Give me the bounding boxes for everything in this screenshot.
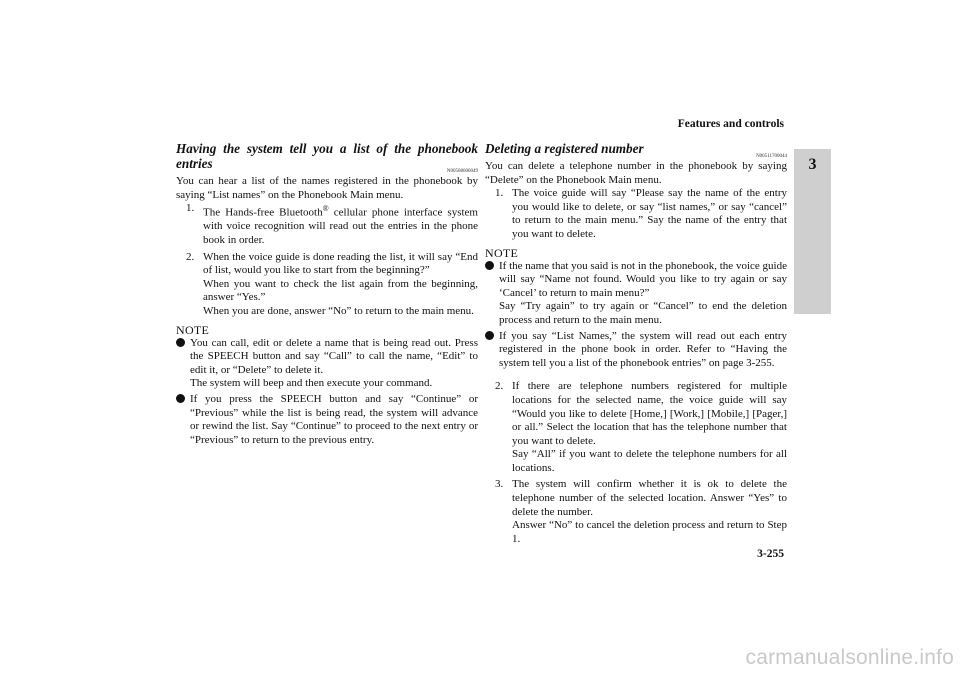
note-label: NOTE — [176, 322, 210, 337]
step-text: The system will confirm whether it is ok to delete the telephone number of the selected location. Answer “Yes” to delete the number. — [512, 478, 787, 518]
step-number: 2. — [186, 250, 195, 263]
step-text: When you want to check the list again from the beginning, answer “Yes.” — [203, 277, 478, 304]
note-text: You can call, edit or delete a name that is being read out. Press the SPEECH button and say “Call” to call the name, “Edit” to edit it, or “Delete” to delete it. — [190, 336, 478, 376]
step-1 — [176, 202, 478, 247]
note-item — [485, 260, 787, 328]
step-text: The voice guide will say “Please say the name of the entry you would like to delete, or say “list names,” or say “cancel” to return to the main menu.” Say the name of the entry that you want to delete. — [512, 187, 787, 240]
note-item — [176, 337, 478, 391]
step-2 — [485, 380, 787, 475]
step-number: 2. — [495, 380, 504, 393]
step-text: When you are done, answer “No” to return to the main menu. — [203, 305, 474, 317]
step-text: When the voice guide is done reading the list, it will say “End of list, would you like to start from the beginning?” — [203, 250, 478, 277]
bullet-icon — [485, 261, 494, 270]
bullet-icon — [176, 394, 185, 403]
note-item — [176, 393, 478, 447]
left-column — [176, 140, 478, 449]
page-number: 3-255 — [757, 548, 784, 560]
section-title-delete-number: Deleting a registered number — [485, 141, 644, 156]
note-text: If you say “List Names,” the system will read out each entry registered in the phone book in order. Refer to “Having the system tell you a list of the phonebook entries” on page 3-255. — [499, 329, 787, 369]
note-text: If the name that you said is not in the phonebook, the voice guide will say “Name not found. Would you like to try again or say ‘Cancel’ to return to main menu?” — [499, 259, 787, 299]
bullet-icon — [485, 331, 494, 340]
step-number: 3. — [495, 478, 504, 491]
step-2 — [176, 251, 478, 319]
step-text-cont: cellular phone interface system with voice recognition will read out the entries in the phone book in order. — [203, 206, 478, 247]
chapter-number: 3 — [808, 156, 817, 173]
bullet-icon — [176, 338, 185, 347]
step-text: Answer “No” to cancel the deletion process and return to Step 1. — [512, 519, 787, 545]
step-text: If there are telephone numbers registered for multiple locations for the selected name, the voice guide will say “Would you like to delete [Home,] [Work,] [Mobile,] [Pager,] or all.” Select the location that has the telephone number that you want to delete. — [512, 380, 787, 447]
step-3 — [485, 478, 787, 546]
section-code: N00511700044 — [756, 154, 787, 159]
step-text: The Hands-free Bluetooth — [203, 206, 323, 219]
section-code: N00508600049 — [446, 169, 478, 174]
page-header-title: Features and controls — [677, 118, 784, 130]
note-label: NOTE — [485, 245, 519, 260]
note-text: The system will beep and then execute your command. — [190, 377, 433, 390]
note-text: Say “Try again” to try again or “Cancel” to end the deletion process and return to the main menu. — [499, 300, 787, 326]
watermark: carmanualsonline.info — [745, 646, 954, 669]
note-item — [485, 330, 787, 371]
step-number: 1. — [495, 187, 504, 200]
section-intro: You can hear a list of the names registered in the phonebook by saying “List names” on the Phonebook Main menu. — [176, 175, 478, 201]
section-title-phonebook-list: Having the system tell you a list of the phonebook entries — [176, 141, 478, 171]
step-1 — [485, 187, 787, 241]
registered-mark: ® — [322, 204, 329, 214]
right-column — [485, 140, 787, 549]
chapter-tab — [794, 149, 831, 314]
note-text: If you press the SPEECH button and say “Continue” or “Previous” while the list is being read, the system will advance or rewind the list. Say “Continue” to proceed to the next entry or “Previous” to return to the previous entry. — [190, 392, 478, 446]
section-intro: You can delete a telephone number in the phonebook by saying “Delete” on the Phonebook Main menu. — [485, 160, 787, 186]
step-text: Say “All” if you want to delete the telephone numbers for all locations. — [512, 448, 787, 474]
step-number: 1. — [186, 202, 195, 215]
